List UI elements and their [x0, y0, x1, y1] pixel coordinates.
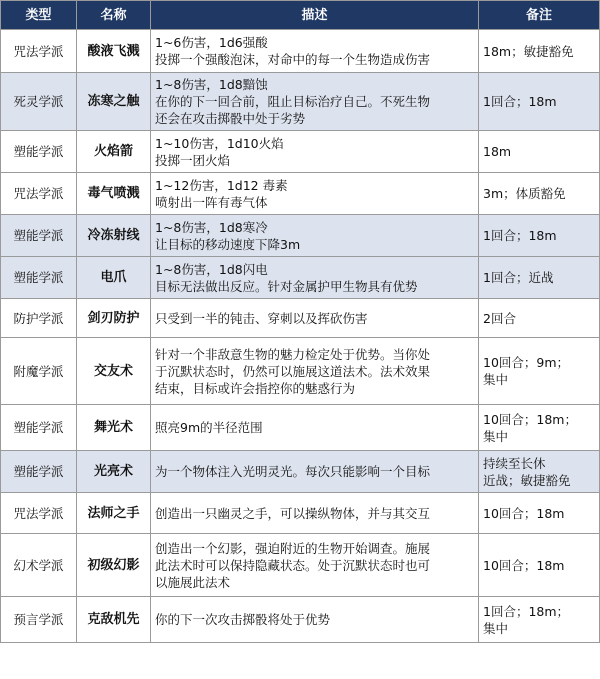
spell-note — [479, 73, 600, 131]
spell-note — [479, 173, 600, 215]
table-row — [1, 215, 600, 257]
table-row — [1, 131, 600, 173]
note-line: 集中 — [483, 428, 509, 444]
spell-note — [479, 257, 600, 299]
table-row — [1, 173, 600, 215]
note-line: 集中 — [483, 372, 509, 387]
spell-school: 塑能学派 — [1, 131, 77, 173]
note-line: 1回合；18m — [483, 228, 557, 243]
table-row — [1, 338, 600, 405]
table-row — [1, 73, 600, 131]
table-row — [1, 405, 600, 451]
spell-school: 塑能学派 — [1, 405, 77, 451]
spell-name: 毒气喷溅 — [77, 173, 151, 215]
description-line: 1~8伤害，1d8闪电 — [155, 261, 268, 277]
spell-name: 剑刃防护 — [77, 299, 151, 338]
table-row — [1, 299, 600, 338]
spell-school: 防护学派 — [1, 299, 77, 338]
description-line: 创造出一个幻影，强迫附近的生物开始调查。施展 — [155, 540, 431, 556]
spell-name: 舞光术 — [77, 405, 151, 451]
header-description: 描述 — [151, 1, 479, 30]
description-line: 喷射出一阵有毒气体 — [155, 194, 268, 210]
description-line: 只受到一半的钝击、穿刺以及挥砍伤害 — [155, 310, 368, 326]
note-line: 18m — [483, 144, 512, 159]
header-notes: 备注 — [479, 1, 600, 30]
note-line: 2回合 — [483, 310, 516, 326]
spell-name: 酸液飞溅 — [77, 30, 151, 73]
spell-name: 克敌机先 — [77, 597, 151, 643]
spell-description — [151, 597, 479, 643]
table-row — [1, 597, 600, 643]
spell-note — [479, 299, 600, 338]
description-line: 1~8伤害，1d8黯蚀 — [155, 77, 268, 92]
description-line: 照亮9m的半径范围 — [155, 420, 263, 435]
spell-note — [479, 30, 600, 73]
spell-description — [151, 451, 479, 493]
spell-description — [151, 493, 479, 534]
spell-school: 咒法学派 — [1, 30, 77, 73]
spell-school: 附魔学派 — [1, 338, 77, 405]
spell-name: 初级幻影 — [77, 534, 151, 597]
spell-note — [479, 131, 600, 173]
table-row — [1, 493, 600, 534]
spell-school: 咒法学派 — [1, 493, 77, 534]
description-line: 针对一个非敌意生物的魅力检定处于优势。当你处 — [155, 346, 431, 362]
spell-description — [151, 338, 479, 405]
description-line: 投掷一个强酸泡沫，对命中的每一个生物造成伤害 — [155, 52, 431, 67]
spell-description — [151, 257, 479, 299]
spell-school: 咒法学派 — [1, 173, 77, 215]
header-name: 名称 — [77, 1, 151, 30]
description-line: 于沉默状态时，仍然可以施展这道法术。法术效果 — [155, 363, 431, 379]
description-line: 让目标的移动速度下降3m — [155, 236, 301, 252]
table-row — [1, 534, 600, 597]
description-line: 投掷一团火焰 — [155, 152, 231, 168]
note-line: 1回合；近战 — [483, 270, 554, 285]
spell-name: 电爪 — [77, 257, 151, 299]
header-type: 类型 — [1, 1, 77, 30]
table-row — [1, 30, 600, 73]
table-row — [1, 257, 600, 299]
description-line: 还会在攻击掷骰中处于劣势 — [155, 111, 306, 126]
description-line: 结束，目标或许会指控你的魅惑行为 — [155, 380, 356, 396]
note-line: 10回合；18m — [483, 505, 565, 521]
spell-description — [151, 534, 479, 597]
note-line: 集中 — [483, 620, 509, 636]
spell-note — [479, 451, 600, 493]
spell-description — [151, 30, 479, 73]
spell-note — [479, 405, 600, 451]
spell-note — [479, 338, 600, 405]
spell-school: 塑能学派 — [1, 215, 77, 257]
note-line: 持续至长休 — [483, 455, 546, 471]
note-line: 10回合；18m — [483, 557, 565, 573]
description-line: 在你的下一回合前，阻止目标治疗自己。不死生物 — [155, 94, 431, 109]
spell-school: 塑能学派 — [1, 451, 77, 493]
table-row — [1, 451, 600, 493]
spell-name: 冻寒之触 — [77, 73, 151, 131]
spell-note — [479, 215, 600, 257]
spell-name: 光亮术 — [77, 451, 151, 493]
spell-note — [479, 493, 600, 534]
description-line: 1~10伤害，1d10火焰 — [155, 135, 284, 151]
description-line: 此法术时可以保持隐藏状态。处于沉默状态时也可 — [155, 557, 431, 573]
note-line: 1回合；18m — [483, 94, 557, 109]
note-line: 3m；体质豁免 — [483, 186, 566, 201]
spell-note — [479, 597, 600, 643]
description-line: 1~8伤害，1d8寒冷 — [155, 219, 268, 235]
spell-name: 法师之手 — [77, 493, 151, 534]
spell-name: 交友术 — [77, 338, 151, 405]
spell-school: 预言学派 — [1, 597, 77, 643]
spell-school: 塑能学派 — [1, 257, 77, 299]
spell-school: 幻术学派 — [1, 534, 77, 597]
description-line: 以施展此法术 — [155, 574, 231, 590]
spell-description — [151, 299, 479, 338]
note-line: 10回合；18m； — [483, 411, 577, 427]
description-line: 1~6伤害，1d6强酸 — [155, 35, 268, 50]
description-line: 你的下一次攻击掷骰将处于优势 — [155, 612, 331, 627]
spell-description — [151, 405, 479, 451]
description-line: 目标无法做出反应。针对金属护甲生物具有优势 — [155, 278, 418, 294]
spell-name: 火焰箭 — [77, 131, 151, 173]
note-line: 10回合；9m； — [483, 355, 570, 370]
description-line: 创造出一只幽灵之手，可以操纵物体，并与其交互 — [155, 505, 431, 521]
note-line: 18m；敏捷豁免 — [483, 43, 574, 59]
spell-description — [151, 215, 479, 257]
spell-note — [479, 534, 600, 597]
table-body — [1, 30, 600, 643]
spell-school: 死灵学派 — [1, 73, 77, 131]
table-header-row — [1, 1, 600, 30]
note-line: 近战；敏捷豁免 — [483, 472, 571, 488]
spell-description — [151, 73, 479, 131]
spell-description — [151, 131, 479, 173]
description-line: 1~12伤害，1d12 毒素 — [155, 177, 288, 193]
spell-name: 冷冻射线 — [77, 215, 151, 257]
note-line: 1回合；18m； — [483, 603, 570, 619]
spell-description — [151, 173, 479, 215]
description-line: 为一个物体注入光明灵光。每次只能影响一个目标 — [155, 464, 431, 479]
